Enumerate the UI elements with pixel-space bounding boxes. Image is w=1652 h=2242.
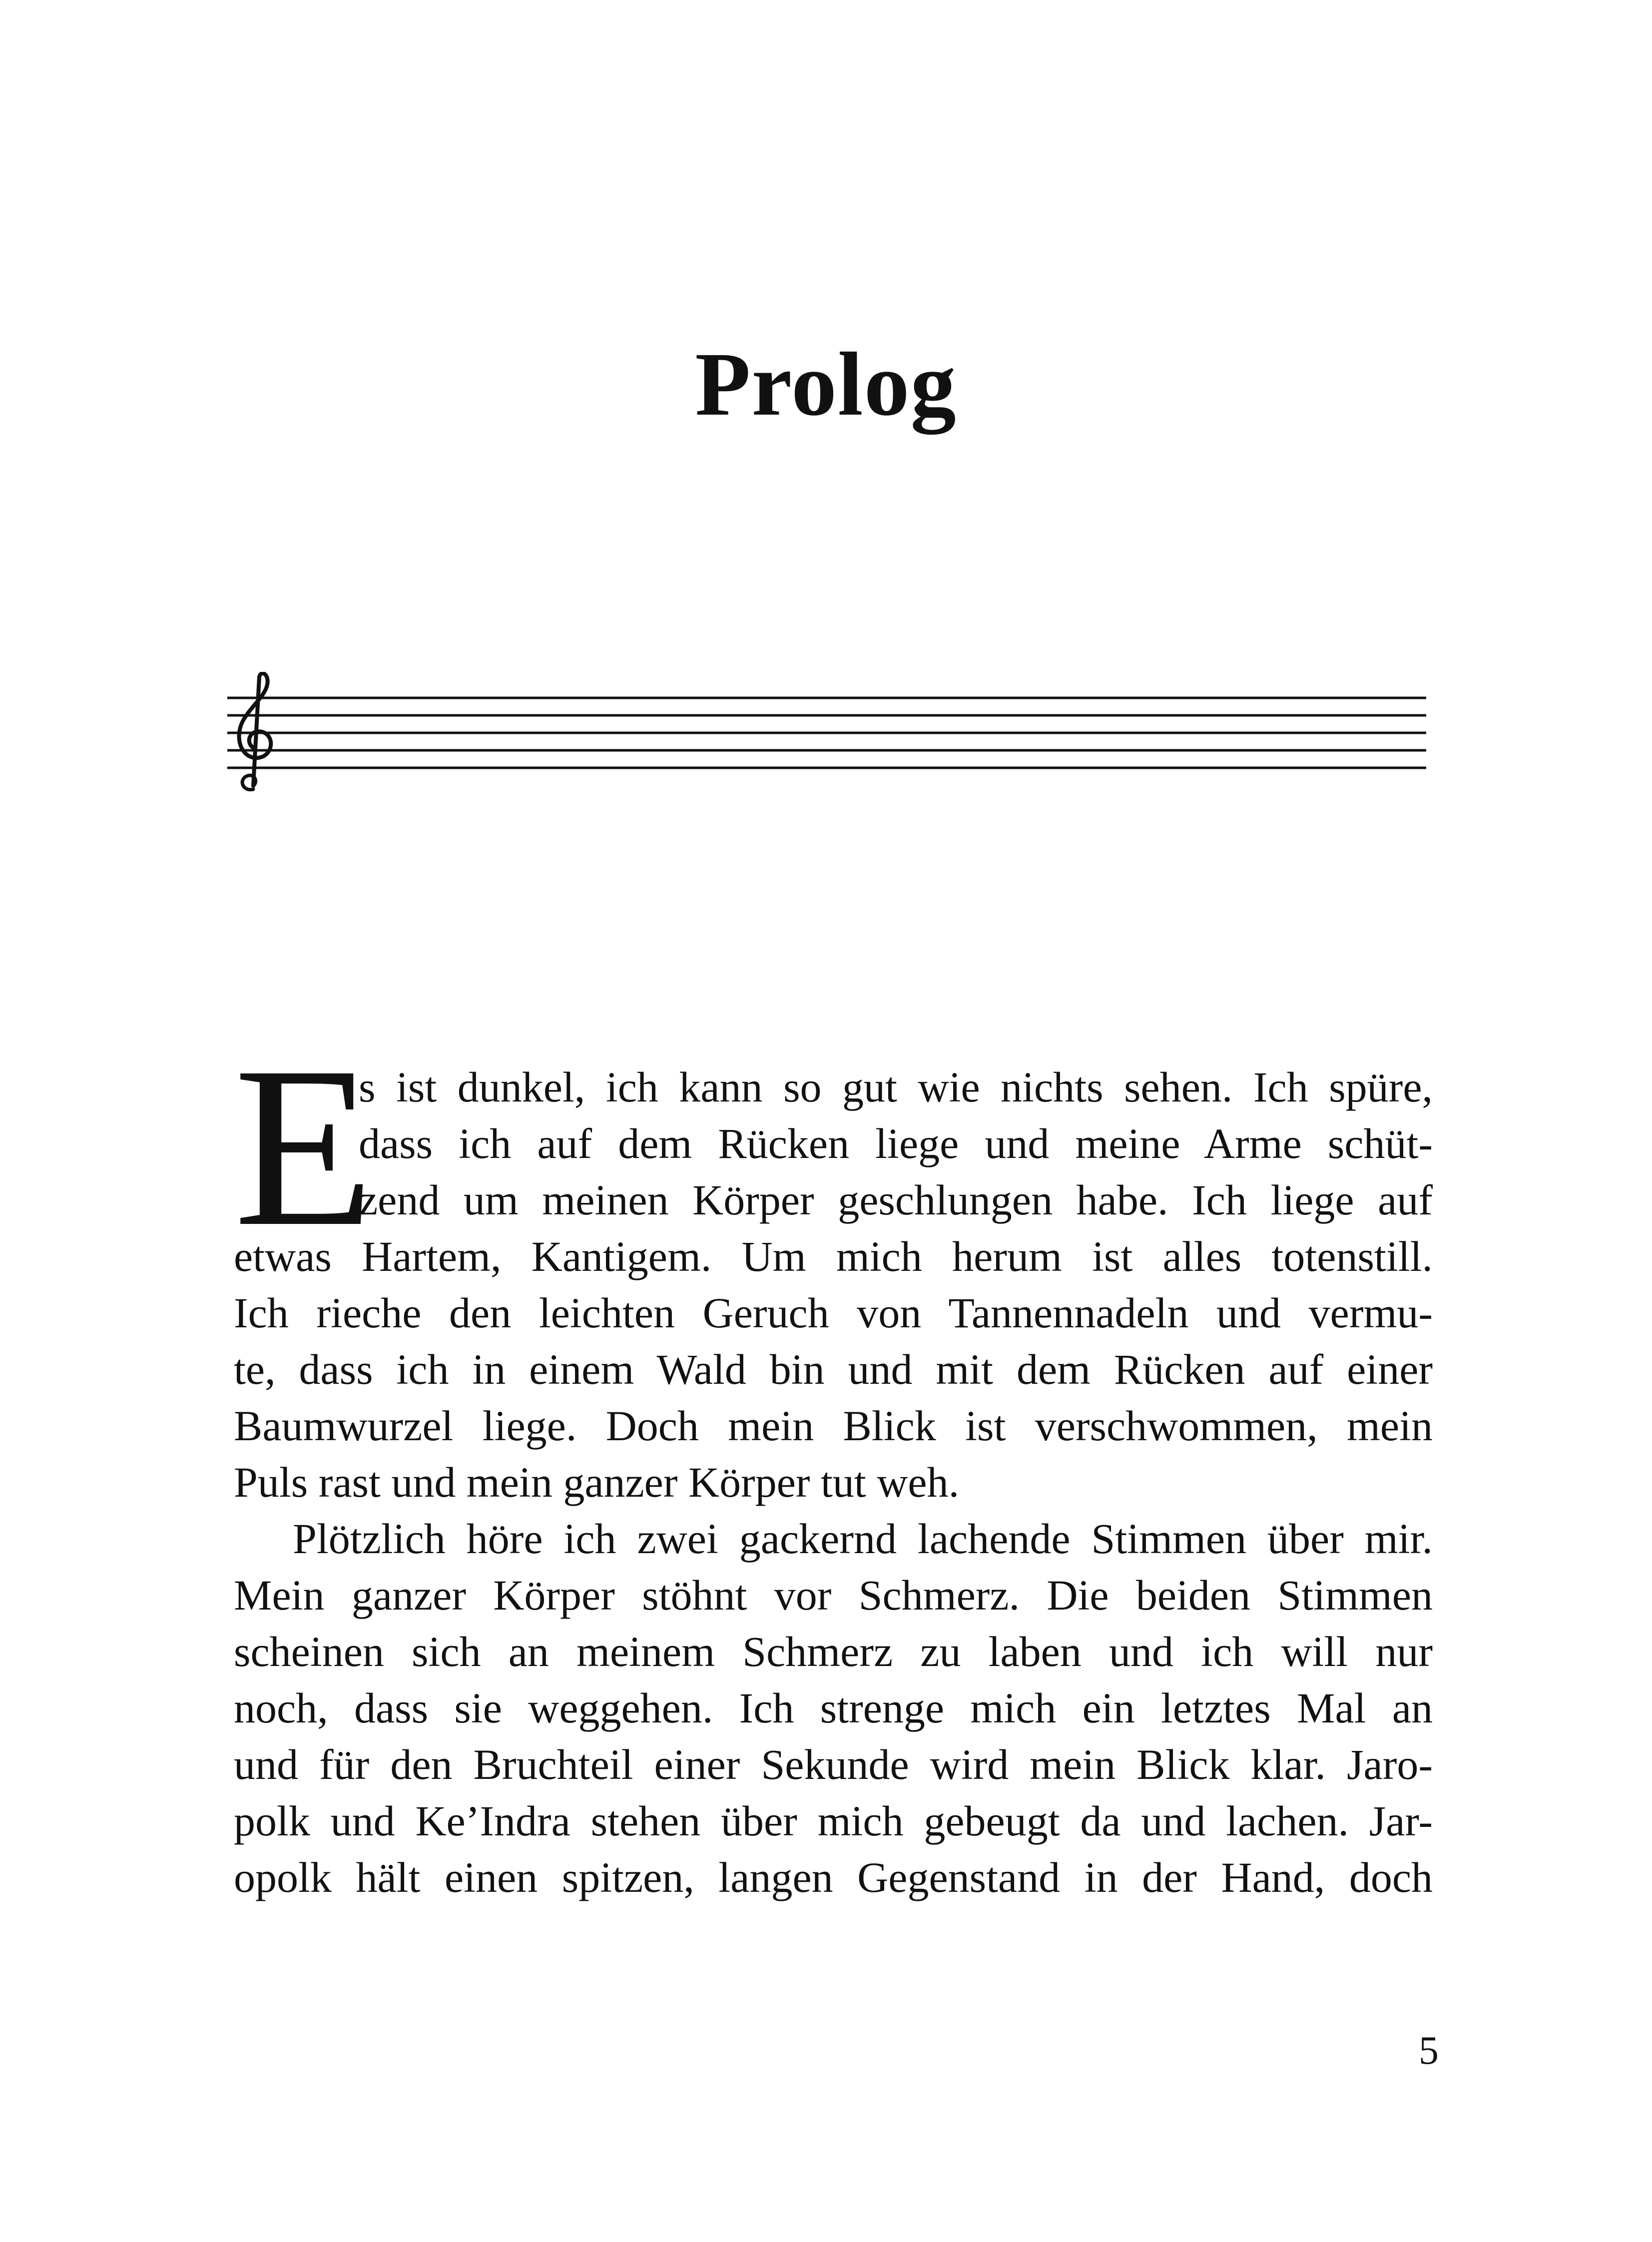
- text-line: Plötzlich höre ich zwei gackernd lachende Stimmen über mir.: [293, 1515, 1433, 1563]
- text-line: zend um meinen Körper geschlungen habe. Ich liege auf: [359, 1176, 1433, 1224]
- text-line: Ich rieche den leichten Geruch von Tannennadeln und vermu-: [234, 1289, 1433, 1337]
- text-line: Baumwurzel liege. Doch mein Blick ist verschwommen, mein: [234, 1402, 1433, 1450]
- text-line: polk und Ke’Indra stehen über mich gebeugt da und lachen. Jar-: [234, 1797, 1433, 1845]
- text-line: dass ich auf dem Rücken liege und meine Arme schüt-: [359, 1120, 1433, 1167]
- text-line: scheinen sich an meinem Schmerz zu laben und ich will nur: [234, 1628, 1433, 1676]
- text-line: te, dass ich in einem Wald bin und mit dem Rücken auf einer: [234, 1345, 1433, 1393]
- chapter-title: Prolog: [695, 334, 957, 435]
- treble-clef-icon: [239, 673, 271, 790]
- text-line: opolk hält einen spitzen, langen Gegenstand in der Hand, doch: [234, 1853, 1433, 1901]
- text-line: Mein ganzer Körper stöhnt vor Schmerz. Die beiden Stimmen: [234, 1571, 1433, 1619]
- text-line: etwas Hartem, Kantigem. Um mich herum ist alles totenstill.: [234, 1232, 1433, 1280]
- drop-cap: E: [234, 1019, 374, 1274]
- text-line: und für den Bruchteil einer Sekunde wird mein Blick klar. Jaro-: [234, 1740, 1433, 1788]
- text-line: noch, dass sie weggehen. Ich strenge mich ein letztes Mal an: [234, 1684, 1433, 1732]
- text-line: Puls rast und mein ganzer Körper tut weh.: [234, 1458, 960, 1506]
- staff-lines: [227, 698, 1426, 768]
- body-text: [234, 1059, 1433, 1906]
- music-staff-ornament: [227, 672, 1426, 797]
- page-number: 5: [1419, 2029, 1439, 2073]
- text-line: s ist dunkel, ich kann so gut wie nichts sehen. Ich spüre,: [359, 1063, 1433, 1111]
